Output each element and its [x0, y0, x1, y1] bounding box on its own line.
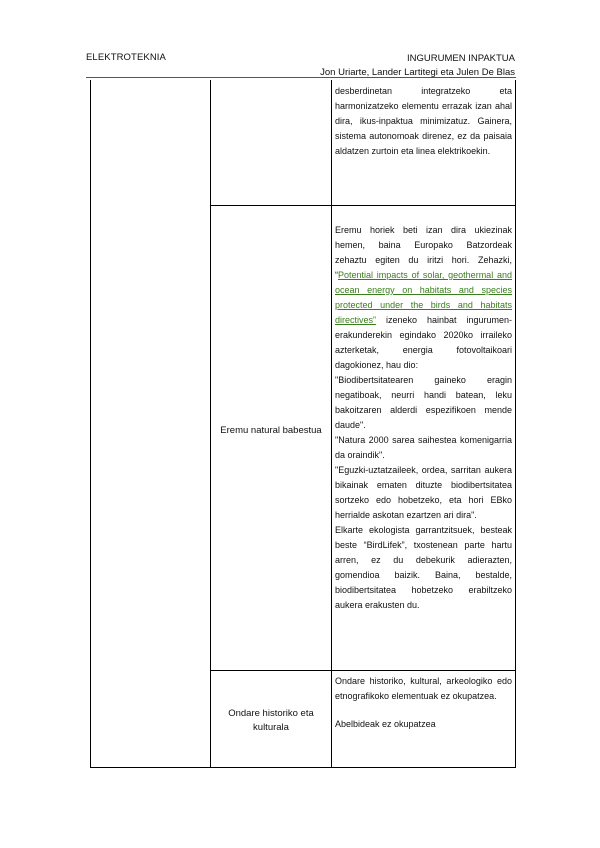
- row1-paragraph: desberdinetan integratzeko eta harmonizatzeko elementu errazak izan ahal dira, ikus-inpaktua minimizatuz. Gainera, sistema autonomoak direnez, ez da paisaia aldatzen zurtoin eta linea elektrikoekin.: [335, 86, 512, 156]
- row2-label: Eremu natural babestua: [220, 425, 322, 436]
- row1-description: [335, 84, 512, 159]
- header-authors: Jon Uriarte, Lander Lartitegi eta Julen De Blas: [320, 67, 515, 78]
- header-rule: [86, 77, 516, 78]
- row2-closing: Elkarte ekologista garrantzitsuek, besteak beste “BirdLifek”, txostenean parte hartu arren, ez du debekurik adierazten, gomendioa baizik. Baina, bestalde, biodibertsitatea hobetzeko erabiltzeko aukera erakusten du.: [335, 525, 512, 610]
- row2-quote-2: "Natura 2000 sarea saihestea komenigarria da oraindik".: [335, 435, 512, 460]
- row3-label: Ondare historiko eta kulturala: [228, 708, 314, 733]
- header-left-title: ELEKTROTEKNIA: [86, 52, 166, 63]
- table-border-right: [515, 80, 516, 768]
- row-separator-2: [210, 670, 516, 671]
- row2-paragraph-1: [335, 223, 512, 373]
- impact-table: [90, 80, 516, 768]
- row3-paragraph-1: Ondare historiko, kultural, arkeologiko edo etnografikoko elementuak ez okupatzea.: [335, 676, 512, 701]
- row3-paragraph-2: Abelbideak ez okupatzea: [335, 719, 436, 729]
- row2-intro-end: izeneko hainbat ingurumen-erakunderekin egindako 2020ko irraileko azterketak, energia fotovoltaikoari dagokionez, hau dio:: [335, 315, 512, 370]
- report-link-quote[interactable]: ”: [373, 315, 377, 325]
- row2-description: [335, 223, 512, 613]
- table-border-left: [90, 80, 91, 768]
- row2-quote-1: "Biodibertsitatearen gaineko eragin negatiboak, neurri handi batean, leku bakoitzaren alderdi espezifikoen mende daude".: [335, 375, 512, 430]
- table-border-bottom: [90, 767, 211, 768]
- header-right: [320, 52, 515, 80]
- table-divider-2: [331, 80, 332, 768]
- row-separator-1: [210, 205, 516, 206]
- row3-spacer: [335, 704, 512, 717]
- report-link[interactable]: Potential impacts of solar, geothermal and ocean energy on habitats and species protected under the birds and habitats directives: [335, 270, 512, 325]
- header-right-title: INGURUMEN INPAKTUA: [406, 53, 515, 64]
- row3-description: [335, 674, 512, 732]
- row2-quote-3: "Eguzki-uztatzaileek, ordea, sarritan aukera bikainak ematen dituzte biodibertsitatea sortzeko edo hobetzeko, eta hori EBko herrialde askotan ezartzen ari dira".: [335, 465, 512, 520]
- row-separator-bottom: [210, 767, 516, 768]
- row2-intro: Eremu horiek beti izan dira ukiezinak hemen, baina Europako Batzordeak zehaztu egiten du iritzi hori. Zehazki, “: [335, 225, 512, 280]
